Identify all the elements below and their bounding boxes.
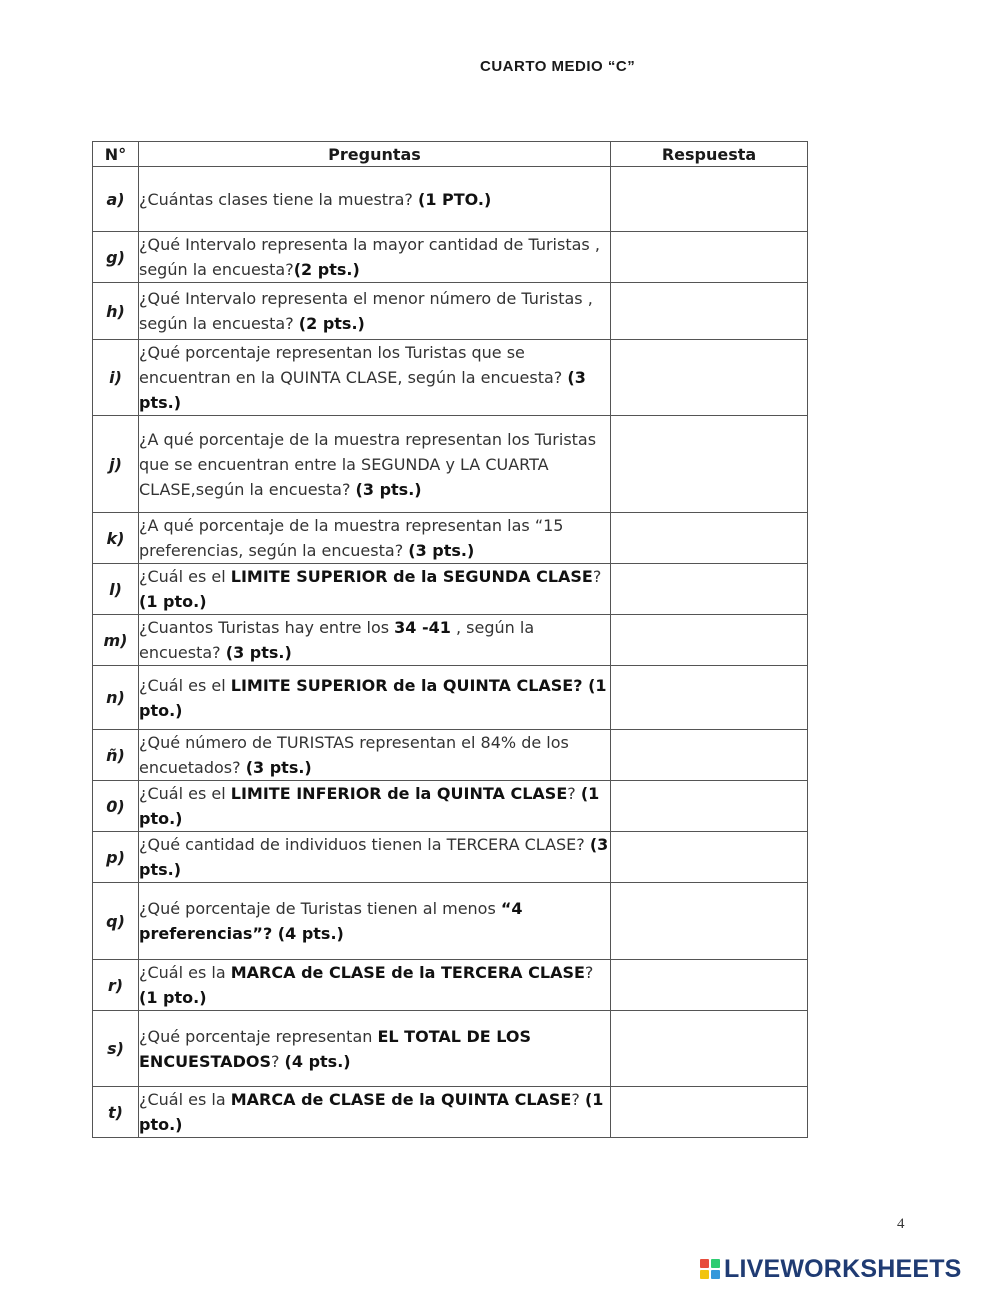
- row-id: q): [93, 883, 139, 960]
- row-id: k): [93, 513, 139, 564]
- question-segment: ¿Qué número de TURISTAS representan el 84% de los encuetados?: [139, 733, 569, 777]
- question-emphasis: LIMITE SUPERIOR de la SEGUNDA CLASE: [230, 567, 593, 586]
- answer-field[interactable]: [611, 513, 808, 564]
- question-segment: , según la encuesta?: [139, 618, 535, 662]
- row-id: j): [93, 416, 139, 513]
- question-emphasis: (1 PTO.): [418, 189, 492, 209]
- answer-field[interactable]: [611, 666, 808, 730]
- column-header-number: N°: [93, 142, 139, 167]
- question-emphasis: LIMITE SUPERIOR de la QUINTA CLASE? (1 pto.): [139, 675, 607, 720]
- row-id: n): [93, 666, 139, 730]
- question-segment: ¿Qué cantidad de individuos tienen la TERCERA CLASE?: [139, 835, 590, 854]
- question-emphasis: (1 pto.): [139, 592, 207, 611]
- answer-field[interactable]: [611, 730, 808, 781]
- question-segment: ?: [571, 1090, 585, 1109]
- question-segment: ¿Cuál es el: [139, 784, 231, 803]
- question-segment: ¿Qué porcentaje representan: [139, 1026, 378, 1046]
- answer-field[interactable]: [611, 615, 808, 666]
- column-header-questions: Preguntas: [139, 142, 611, 167]
- answer-field[interactable]: [611, 1087, 808, 1138]
- question-segment: ?: [567, 784, 581, 803]
- question-text: [139, 283, 611, 340]
- questions-table: [92, 141, 808, 1138]
- question-text: [139, 232, 611, 283]
- question-emphasis: 34 -41: [394, 618, 451, 637]
- brand-grid-icon: [700, 1259, 720, 1279]
- answer-field[interactable]: [611, 340, 808, 416]
- question-text: [139, 564, 611, 615]
- question-text: [139, 883, 611, 960]
- question-text: [139, 666, 611, 730]
- row-id: t): [93, 1087, 139, 1138]
- column-header-answer: Respuesta: [611, 142, 808, 167]
- question-emphasis: (3 pts.): [225, 643, 292, 662]
- page-title: CUARTO MEDIO “C”: [480, 58, 636, 75]
- question-text: [139, 513, 611, 564]
- question-text: [139, 1011, 611, 1087]
- answer-field[interactable]: [611, 416, 808, 513]
- table-header-row: [93, 142, 808, 167]
- row-id: h): [93, 283, 139, 340]
- question-segment: ¿Cuál es la: [139, 963, 231, 982]
- question-segment: ¿Qué Intervalo representa la mayor cantidad de Turistas , según la encuesta?: [139, 235, 600, 279]
- brand-logo[interactable]: [700, 1256, 962, 1282]
- answer-field[interactable]: [611, 283, 808, 340]
- question-text: [139, 1087, 611, 1138]
- question-text: [139, 832, 611, 883]
- row-id: 0): [93, 781, 139, 832]
- answer-field[interactable]: [611, 564, 808, 615]
- question-segment: ¿Qué porcentaje representan los Turistas que se encuentran en la QUINTA CLASE, según la encuesta?: [139, 343, 568, 387]
- question-emphasis: (2 pts.): [293, 260, 360, 279]
- question-segment: ¿Cuál es la: [139, 1090, 231, 1109]
- question-emphasis: (3 pts.): [408, 541, 475, 560]
- answer-field[interactable]: [611, 232, 808, 283]
- question-emphasis: LIMITE INFERIOR de la QUINTA CLASE: [230, 784, 568, 803]
- brand-name: LIVEWORKSHEETS: [724, 1254, 962, 1283]
- answer-field[interactable]: [611, 1011, 808, 1087]
- logo-square: [711, 1259, 720, 1268]
- question-emphasis: EL TOTAL DE LOS ENCUESTADOS: [139, 1026, 532, 1071]
- question-emphasis: MARCA de CLASE de la TERCERA CLASE: [230, 963, 585, 982]
- answer-field[interactable]: [611, 832, 808, 883]
- question-emphasis: (3 pts.): [245, 758, 312, 777]
- logo-square: [711, 1270, 720, 1279]
- question-segment: ?: [270, 1051, 285, 1071]
- question-emphasis: (1 pto.): [139, 988, 207, 1007]
- row-id: i): [93, 340, 139, 416]
- row-id: ñ): [93, 730, 139, 781]
- question-segment: ¿Cuántas clases tiene la muestra?: [139, 189, 419, 209]
- question-emphasis: (2 pts.): [298, 314, 365, 333]
- answer-field[interactable]: [611, 167, 808, 232]
- logo-square: [700, 1259, 709, 1268]
- question-segment: ¿Cuál es el: [139, 567, 231, 586]
- question-emphasis: (1 pto.): [139, 784, 600, 828]
- question-text: [139, 960, 611, 1011]
- page-number: 4: [897, 1216, 905, 1232]
- answer-field[interactable]: [611, 883, 808, 960]
- question-segment: ?: [584, 963, 594, 982]
- question-segment: ¿Cuál es el: [139, 675, 231, 695]
- row-id: a): [93, 167, 139, 232]
- question-emphasis: (1 pto.): [139, 1090, 604, 1134]
- question-text: [139, 781, 611, 832]
- question-emphasis: MARCA de CLASE de la QUINTA CLASE: [230, 1090, 572, 1109]
- row-id: m): [93, 615, 139, 666]
- row-id: g): [93, 232, 139, 283]
- question-text: [139, 340, 611, 416]
- question-emphasis: “4 preferencias”? (4 pts.): [139, 899, 523, 943]
- logo-square: [700, 1270, 709, 1279]
- row-id: l): [93, 564, 139, 615]
- question-emphasis: (3 pts.): [355, 479, 422, 499]
- question-segment: ¿Qué Intervalo representa el menor número de Turistas , según la encuesta?: [139, 289, 593, 333]
- question-text: [139, 730, 611, 781]
- question-segment: ¿Cuantos Turistas hay entre los: [139, 618, 395, 637]
- question-text: [139, 615, 611, 666]
- answer-field[interactable]: [611, 781, 808, 832]
- question-emphasis: (4 pts.): [284, 1051, 351, 1071]
- question-emphasis: (3 pts.): [139, 835, 609, 879]
- question-segment: ¿Qué porcentaje de Turistas tienen al menos: [139, 899, 501, 918]
- row-id: r): [93, 960, 139, 1011]
- question-segment: ?: [592, 567, 602, 586]
- answer-field[interactable]: [611, 960, 808, 1011]
- question-text: [139, 167, 611, 232]
- question-emphasis: (3 pts.): [139, 368, 586, 412]
- question-segment: ¿A qué porcentaje de la muestra representan las “15 preferencias, según la encuesta?: [139, 516, 564, 560]
- question-text: [139, 416, 611, 513]
- row-id: s): [93, 1011, 139, 1087]
- row-id: p): [93, 832, 139, 883]
- question-segment: ¿A qué porcentaje de la muestra representan los Turistas que se encuentran entre la SEGUNDA y LA CUARTA CLASE,según la encuesta?: [139, 429, 597, 499]
